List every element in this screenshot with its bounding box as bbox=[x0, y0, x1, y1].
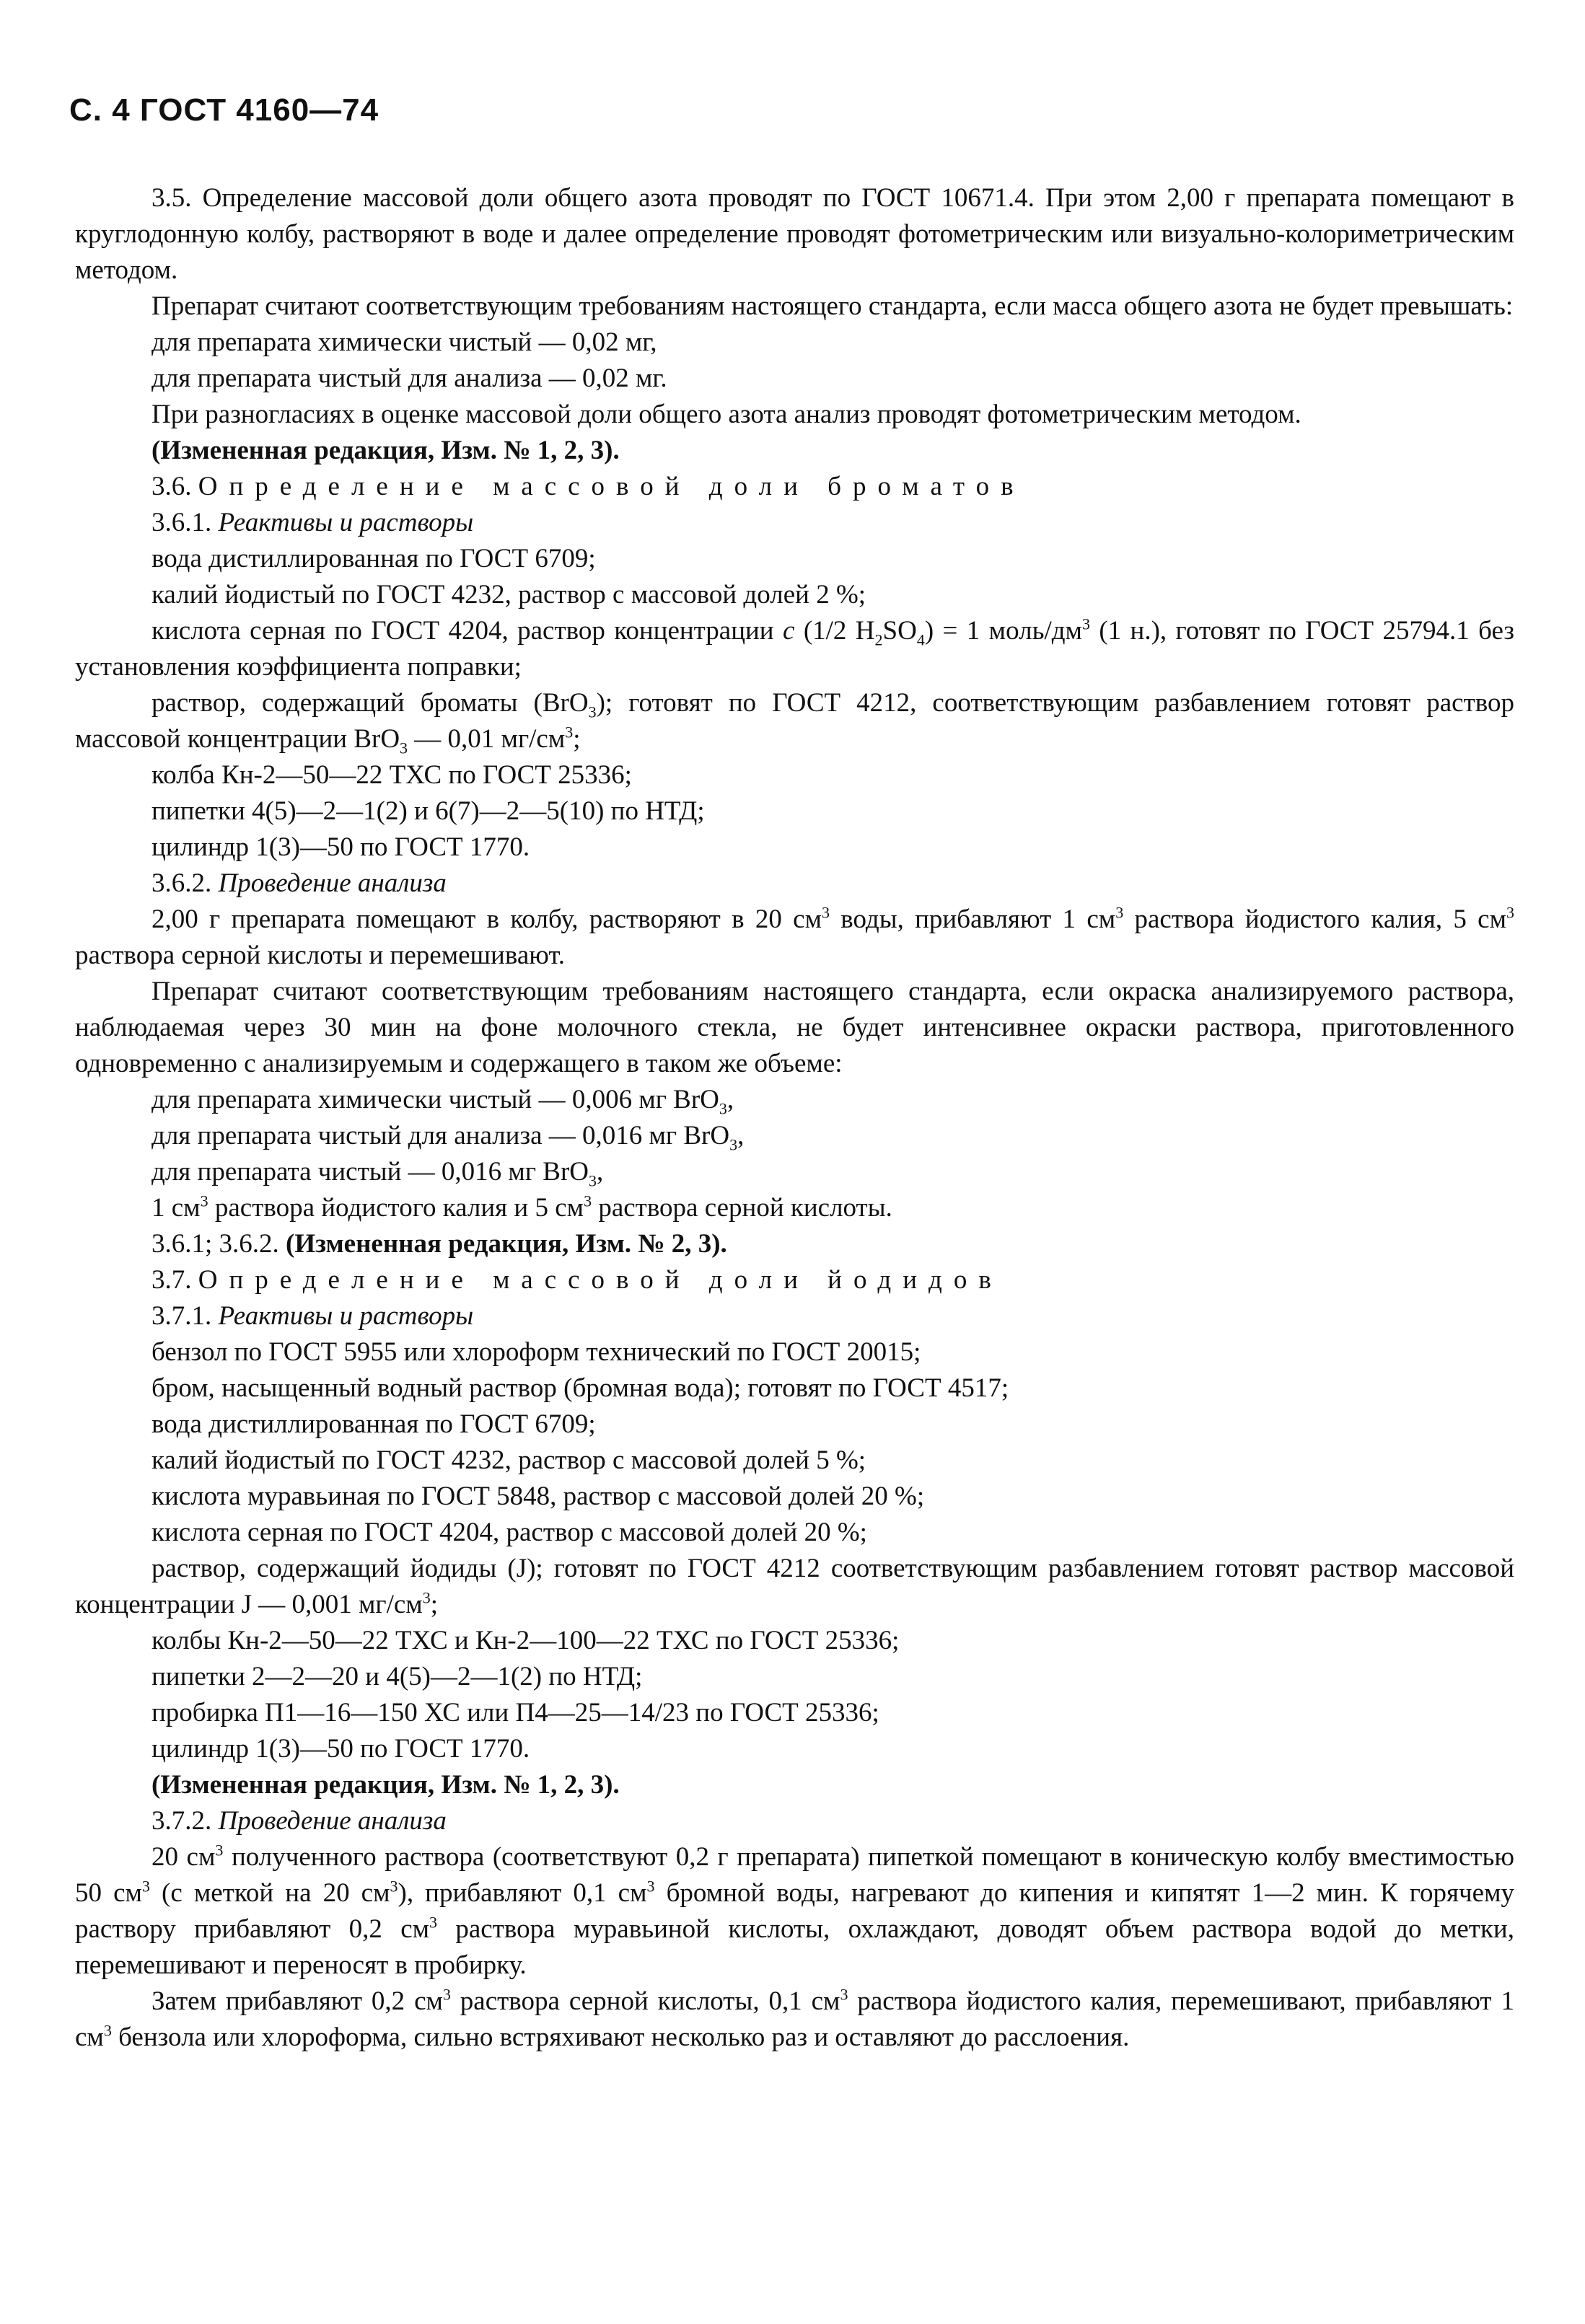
list-line: колбы Кн-2—50—22 ТХС и Кн-2—100—22 ТХС по ГОСТ 25336; bbox=[152, 1626, 900, 1655]
paragraph: кислота серная по ГОСТ 4204, раствор концентрации с (1/2 $H_2SO_4) = 1$ моль/$дм^3$ (1 н.), готовят по ГОСТ 25794.1 без установления коэффициента поправки; bbox=[75, 615, 1514, 682]
list-line: вода дистиллированная по ГОСТ 6709; bbox=[152, 1409, 596, 1439]
list-line: вода дистиллированная по ГОСТ 6709; bbox=[152, 544, 596, 573]
paragraph: раствор, содержащий йодиды (J); готовят по ГОСТ 4212 соответствующим разбавлением готовят раствор массовой концентрации J — 0,001 $мг/см^3$; bbox=[75, 1554, 1514, 1619]
list-line: 3.6. Определение массовой доли броматов bbox=[152, 472, 1025, 501]
list-line: для препарата чистый для анализа — 0,02 мг. bbox=[152, 364, 667, 393]
list-line: калий йодистый по ГОСТ 4232, раствор с массовой долей 5 %; bbox=[152, 1445, 866, 1475]
list-line: пробирка П1—16—150 ХС или П4—25—14/23 по ГОСТ 25336; bbox=[152, 1698, 879, 1727]
paragraph: Препарат считают соответствующим требованиям настоящего стандарта, если масса общего азота не будет превышать: bbox=[152, 291, 1514, 321]
list-line: цилиндр 1(3)—50 по ГОСТ 1770. bbox=[152, 1734, 530, 1764]
list-line: 3.6.1; 3.6.2. (Измененная редакция, Изм. № 2, 3). bbox=[152, 1229, 727, 1259]
paragraph: раствор, содержащий броматы (BrO$_3$); готовят по ГОСТ 4212, соответствующим разбавлением готовят раствор массовой концентрации BrO$_3$ — 0,01 $мг/см^3$; bbox=[75, 688, 1514, 757]
paragraph: Затем прибавляют 0,2 $см^3$ раствора серной кислоты, 0,1 $см^3$ раствора йодистого калия, перемешивают, прибавляют 1 $см^3$ бензола или хлороформа, сильно встряхивают несколько раз и оставляют до расслоения. bbox=[75, 1985, 1514, 2052]
list-line: кислота серная по ГОСТ 4204, раствор с массовой долей 20 %; bbox=[152, 1518, 867, 1547]
list-line: 3.6.1. Реактивы и растворы bbox=[152, 508, 474, 537]
list-line: калий йодистый по ГОСТ 4232, раствор с массовой долей 2 %; bbox=[152, 580, 866, 609]
list-line: для препарата химически чистый — 0,02 мг, bbox=[152, 327, 657, 357]
list-line: кислота муравьиная по ГОСТ 5848, раствор с массовой долей 20 %; bbox=[152, 1482, 925, 1511]
document-body bbox=[75, 180, 1514, 2056]
list-line: пипетки 4(5)—2—1(2) и 6(7)—2—5(10) по НТД; bbox=[152, 796, 705, 826]
list-line: 1 $см^3$ раствора йодистого калия и 5 $см^3$ раствора серной кислоты. bbox=[152, 1192, 892, 1223]
list-line: для препарата чистый — 0,016 мг BrO$_3$, bbox=[152, 1157, 604, 1190]
list-line: бром, насыщенный водный раствор (бромная вода); готовят по ГОСТ 4517; bbox=[152, 1373, 1009, 1403]
list-line: 3.7.2. Проведение анализа bbox=[152, 1806, 447, 1836]
paragraph: 20 $см^3$ полученного раствора (соответствуют 0,2 г препарата) пипеткой помещают в коническую колбу вместимостью 50 $см^3$ (с меткой на 20 $см^3$), прибавляют 0,1 $см^3$ бромной воды, нагревают до кипения и кипятят 1—2 мин. К горячему раствору прибавляют 0,2 $см^3$ раствора муравьиной кислоты, охлаждают, доводят объем раствора водой до метки, перемешивают и переносят в пробирку. bbox=[75, 1841, 1514, 1980]
list-line: 3.7.1. Реактивы и растворы bbox=[152, 1301, 474, 1331]
list-line: бензол по ГОСТ 5955 или хлороформ технический по ГОСТ 20015; bbox=[152, 1337, 921, 1367]
list-line: для препарата химически чистый — 0,006 мг BrO$_3$, bbox=[152, 1085, 734, 1118]
list-line: (Измененная редакция, Изм. № 1, 2, 3). bbox=[152, 436, 620, 465]
paragraph: 2,00 г препарата помещают в колбу, растворяют в 20 $см^3$ воды, прибавляют 1 $см^3$ раствора йодистого калия, 5 $см^3$ раствора серной кислоты и перемешивают. bbox=[75, 903, 1515, 970]
page-header: С. 4 ГОСТ 4160—74 bbox=[69, 92, 379, 128]
paragraph: Препарат считают соответствующим требованиям настоящего стандарта, если окраска анализируемого раствора, наблюдаемая через 30 мин на фоне молочного стекла, не будет интенсивнее окраски раствора, приготовленного одновременно с анализируемым и содержащего в таком же объеме: bbox=[75, 977, 1514, 1078]
paragraph: 3.5. Определение массовой доли общего азота проводят по ГОСТ 10671.4. При этом 2,00 г препарата помещают в круглодонную колбу, растворяют в воде и далее определение проводят фотометрическим или визуально-колориметрическим методом. bbox=[75, 183, 1514, 285]
paragraph: При разногласиях в оценке массовой доли общего азота анализ проводят фотометрическим методом. bbox=[152, 400, 1301, 429]
list-line: (Измененная редакция, Изм. № 1, 2, 3). bbox=[152, 1770, 620, 1800]
list-line: колба Кн-2—50—22 ТХС по ГОСТ 25336; bbox=[152, 760, 632, 790]
list-line: 3.7. Определение массовой доли йодидов bbox=[152, 1265, 1003, 1295]
list-line: 3.6.2. Проведение анализа bbox=[152, 868, 447, 898]
list-line: пипетки 2—2—20 и 4(5)—2—1(2) по НТД; bbox=[152, 1662, 643, 1691]
list-line: цилиндр 1(3)—50 по ГОСТ 1770. bbox=[152, 832, 530, 862]
list-line: для препарата чистый для анализа — 0,016 мг BrO$_3$, bbox=[152, 1121, 745, 1154]
